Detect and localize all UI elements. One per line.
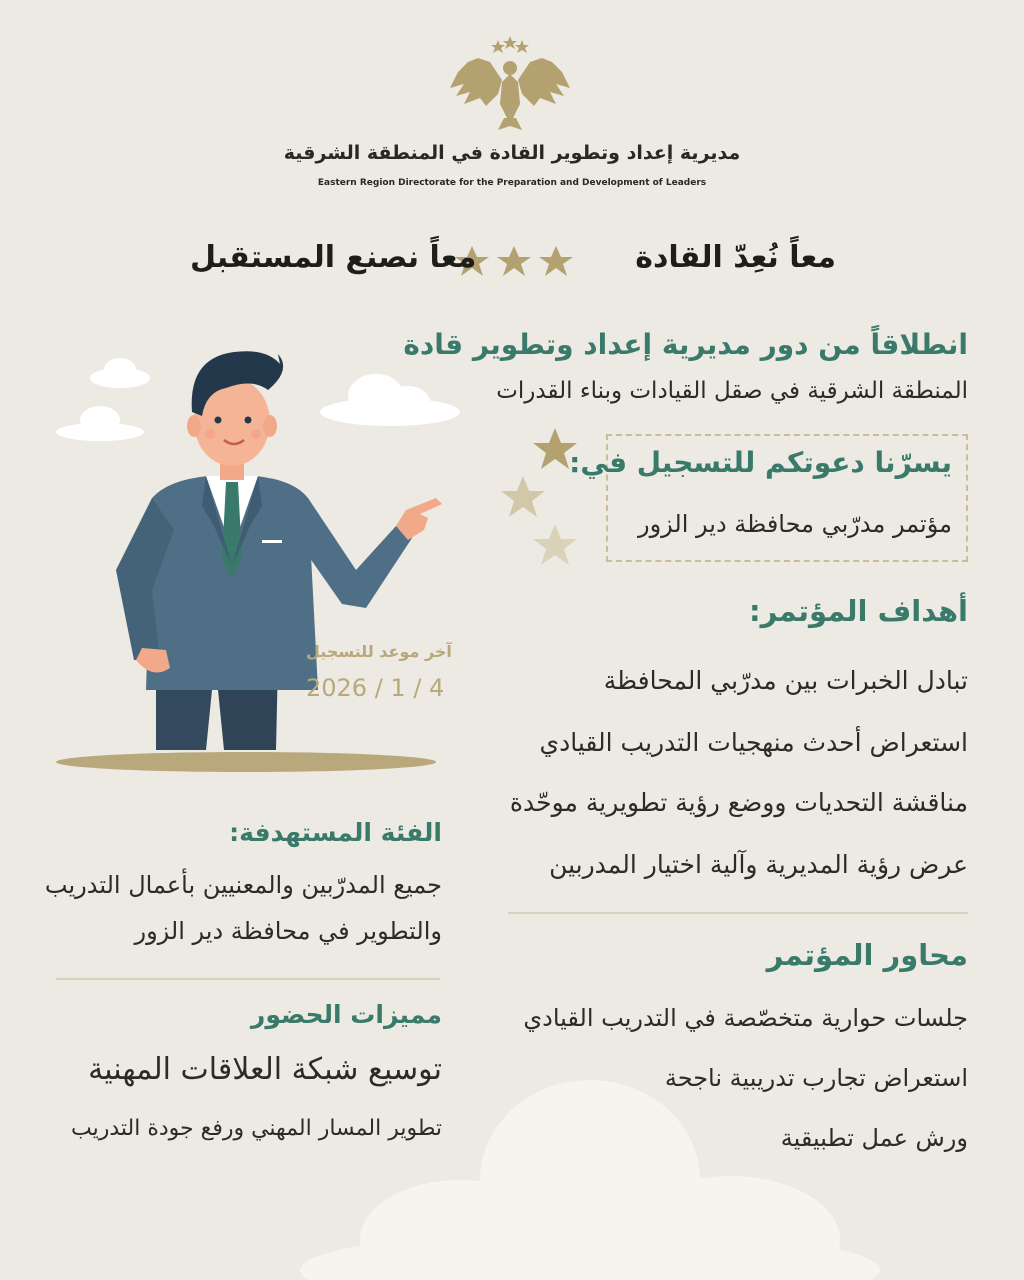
eagle-emblem-icon xyxy=(440,32,580,132)
star-decoration-icon xyxy=(500,474,546,520)
slogan-right: معاً نُعِدّ القادة xyxy=(635,240,836,275)
target-audience-text: جميع المدرّبين والمعنيين بأعمال التدريب والتطوير في محافظة دير الزور xyxy=(44,871,442,945)
section-divider xyxy=(56,978,440,980)
star-decoration-icon xyxy=(532,522,578,568)
axis-item: ورش عمل تطبيقية xyxy=(780,1124,968,1152)
feature-item: توسيع شبكة العلاقات المهنية xyxy=(88,1052,442,1087)
slogan-left: معاً نصنع المستقبل xyxy=(190,240,477,275)
goal-item: عرض رؤية المديرية وآلية اختيار المدربين xyxy=(549,850,968,879)
intro-heading: انطلاقاً من دور مديرية إعداد وتطوير قادة xyxy=(403,328,968,361)
target-audience-title: الفئة المستهدفة: xyxy=(229,818,442,847)
intro-text: المنطقة الشرقية في صقل القيادات وبناء القدرات xyxy=(496,378,968,404)
axes-title: محاور المؤتمر xyxy=(766,938,968,972)
organization-name-english: Eastern Region Directorate for the Preparation and Development of Leaders xyxy=(317,178,707,188)
goal-item: مناقشة التحديات ووضع رؤية تطويرية موحّدة xyxy=(509,788,968,817)
section-divider xyxy=(508,912,968,914)
deadline-date: 2026 / 1 / 4 xyxy=(306,674,445,702)
organization-name-arabic: مديرية إعداد وتطوير القادة في المنطقة الشرقية xyxy=(283,142,741,164)
goals-title: أهداف المؤتمر: xyxy=(749,594,968,628)
businessman-illustration xyxy=(56,330,476,780)
cloud-decoration xyxy=(300,1070,880,1280)
invitation-text: مؤتمر مدرّبي محافظة دير الزور xyxy=(638,510,952,538)
star-decoration-icon xyxy=(532,426,578,472)
axis-item: جلسات حوارية متخصّصة في التدريب القيادي xyxy=(523,1004,968,1032)
invitation-title: يسرّنا دعوتكم للتسجيل في: xyxy=(569,446,952,479)
features-title: مميزات الحضور xyxy=(250,1000,442,1029)
deadline-label: آخر موعد للتسجيل xyxy=(306,642,452,661)
goal-item: تبادل الخبرات بين مدرّبي المحافظة xyxy=(603,666,968,695)
axis-item: استعراض تجارب تدريبية ناجحة xyxy=(664,1064,968,1092)
feature-item: تطوير المسار المهني ورفع جودة التدريب xyxy=(70,1116,442,1141)
goal-item: استعراض أحدث منهجيات التدريب القيادي xyxy=(539,728,968,757)
